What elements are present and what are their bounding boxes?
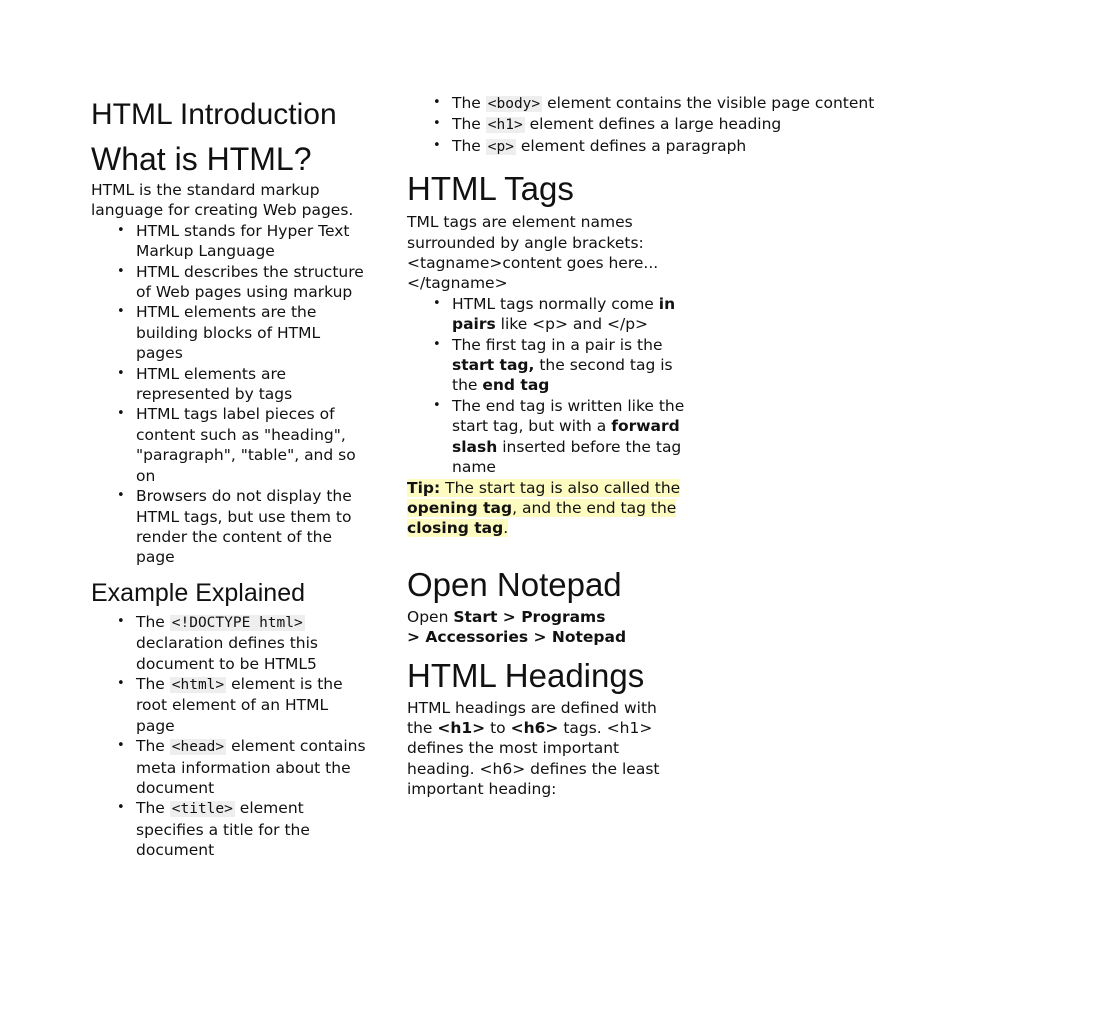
tags-paragraph: TML tags are element names surrounded by angle brackets: <tagname>content goes here...</tagname>	[407, 213, 659, 293]
code-snippet: <h1>	[487, 117, 523, 134]
section-heading-what-is-html: What is HTML?	[91, 141, 312, 177]
list-item: • HTML describes the structure of Web pages using markup	[136, 262, 366, 303]
section-heading-html-headings: HTML Headings	[407, 656, 645, 694]
intro-paragraph: HTML is the standard markup language for creating Web pages.	[91, 181, 354, 220]
code-snippet: <body>	[487, 96, 541, 112]
tag-syntax: <tagname>content goes here...</tagname>	[407, 254, 659, 293]
tip-note: Tip: The start tag is also called the opening tag, and the end tag the closing tag.	[407, 478, 681, 538]
list-item: • The <!DOCTYPE html> declaration defines this document to be HTML5	[136, 612, 366, 674]
headings-paragraph: HTML headings are defined with the <h1> to <h6> tags. <h1> defines the most important heading. <h6> defines the least important heading:	[407, 698, 660, 799]
tags-list	[407, 294, 687, 478]
code-snippet: <head>	[171, 739, 225, 756]
list-item: • The <h1> element defines a large heading	[452, 114, 1094, 135]
list-item: • The <html> element is the root element of an HTML page	[136, 674, 366, 736]
list-item: • The <title> element specifies a title for the document	[136, 798, 366, 860]
section-heading-example-explained: Example Explained	[91, 578, 306, 607]
list-item: • HTML elements are the building blocks of HTML pages	[136, 302, 366, 363]
code-snippet: <!DOCTYPE html>	[171, 614, 303, 631]
list-item: • The <body> element contains the visible page content	[452, 93, 1094, 114]
code-snippet: <html>	[171, 676, 225, 693]
code-snippet: <p>	[487, 138, 514, 155]
list-item: • HTML elements are represented by tags	[136, 364, 366, 405]
list-item: • The <head> element contains meta information about the document	[136, 736, 366, 798]
list-item: • HTML tags normally come in pairs like <p> and </p>	[452, 294, 687, 335]
list-item: • The end tag is written like the start tag, but with a forward slash inserted before the tag name	[452, 396, 687, 478]
list-item: • The <p> element defines a paragraph	[452, 136, 1094, 157]
left-column	[91, 180, 366, 861]
html-facts-list	[91, 221, 366, 568]
list-item: • HTML tags label pieces of content such as "heading", "paragraph", "table", and so on	[136, 404, 366, 486]
list-item: • HTML stands for Hyper Text Markup Language	[136, 221, 366, 262]
right-column	[407, 93, 875, 800]
section-heading-open-notepad: Open Notepad	[407, 565, 622, 603]
code-snippet: <title>	[171, 801, 233, 818]
notepad-instructions: Open Start > Programs > Accessories > Notepad	[407, 607, 627, 647]
page-title: HTML Introduction	[91, 98, 337, 131]
list-item: • Browsers do not display the HTML tags, but use them to render the content of the page	[136, 486, 366, 568]
list-item: • The first tag in a pair is the start tag, the second tag is the end tag	[452, 335, 687, 396]
section-heading-html-tags: HTML Tags	[407, 170, 574, 208]
example-list-continued	[407, 93, 1094, 157]
example-list	[91, 612, 366, 861]
